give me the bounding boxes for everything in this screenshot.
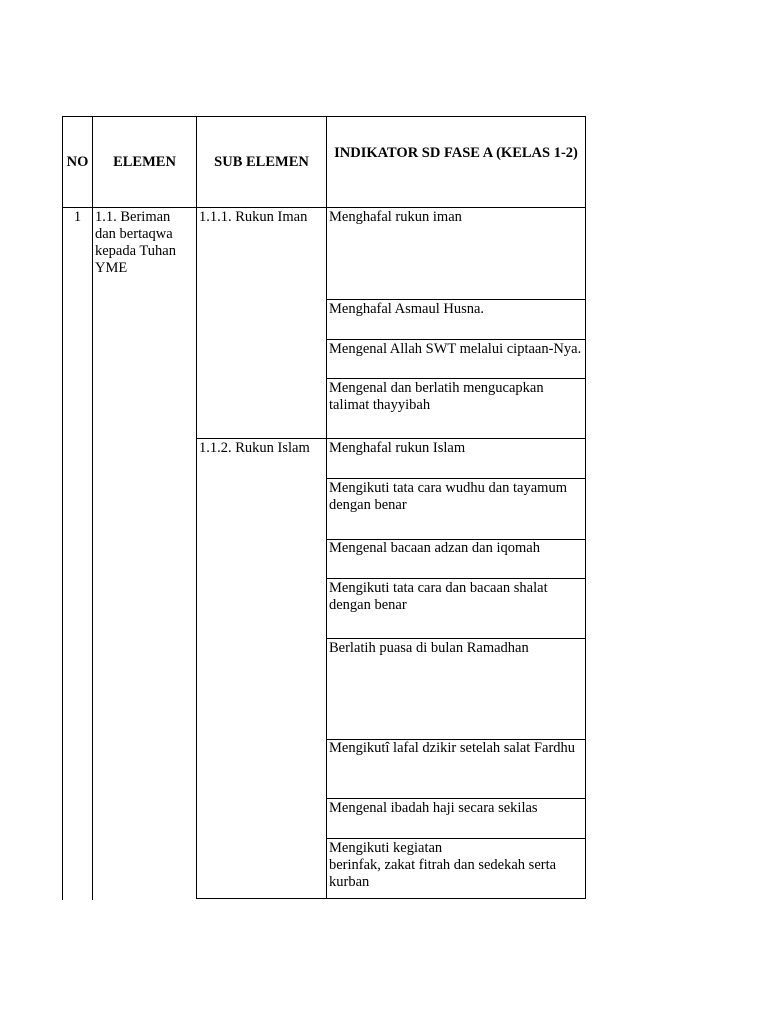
header-no: NO bbox=[66, 153, 89, 170]
indikator-item: Mengenal ibadah haji secara sekilas bbox=[329, 800, 538, 816]
table-border-right bbox=[585, 116, 586, 899]
row-divider bbox=[326, 478, 586, 479]
indikator-item: Mengikuti tata cara wudhu dan tayamum dengan benar bbox=[329, 480, 567, 513]
row-divider bbox=[326, 578, 586, 579]
row-divider bbox=[326, 798, 586, 799]
table-column-divider-elemen bbox=[196, 116, 197, 899]
sub-elemen-rukun-islam: 1.1.2. Rukun Islam bbox=[199, 440, 310, 456]
row-divider bbox=[326, 299, 586, 300]
header-sub-elemen: SUB ELEMEN bbox=[214, 153, 309, 170]
sub-elemen-rukun-iman: 1.1.1. Rukun Iman bbox=[199, 209, 308, 225]
table-header-divider bbox=[62, 207, 586, 208]
header-indikator: INDIKATOR SD FASE A (KELAS 1-2) bbox=[334, 145, 578, 161]
indikator-item: Menghafal rukun iman bbox=[329, 209, 462, 225]
row-divider bbox=[326, 378, 586, 379]
table-border-left bbox=[62, 116, 63, 900]
row-number: 1 bbox=[73, 209, 82, 225]
header-elemen: ELEMEN bbox=[113, 153, 176, 170]
row-divider bbox=[326, 638, 586, 639]
indikator-item: Mengikuti kegiatan berinfak, zakat fitrah dan sedekah serta kurban bbox=[329, 840, 557, 890]
indikator-item: Mengikutî lafal dzikir setelah salat Fardhu bbox=[329, 740, 576, 756]
indikator-item: Mengenal Allah SWT melalui ciptaan-Nya. bbox=[329, 341, 582, 357]
indikator-item: Menghafal Asmaul Husna. bbox=[329, 301, 485, 317]
indikator-item: Berlatih puasa di bulan Ramadhan bbox=[329, 640, 529, 656]
elemen-text: 1.1. Beriman dan bertaqwa kepada Tuhan YME bbox=[95, 209, 176, 276]
indikator-item: Mengenal bacaan adzan dan iqomah bbox=[329, 540, 540, 556]
indikator-item: Mengikuti tata cara dan bacaan shalat dengan benar bbox=[329, 580, 548, 613]
indikator-item: Menghafal rukun Islam bbox=[329, 440, 466, 456]
sub-elemen-divider bbox=[196, 438, 586, 439]
row-divider bbox=[326, 838, 586, 839]
row-divider bbox=[326, 339, 586, 340]
table-bottom-partial bbox=[196, 898, 586, 899]
indikator-item: Mengenal dan berlatih mengucapkan talimat thayyibah bbox=[329, 380, 544, 413]
